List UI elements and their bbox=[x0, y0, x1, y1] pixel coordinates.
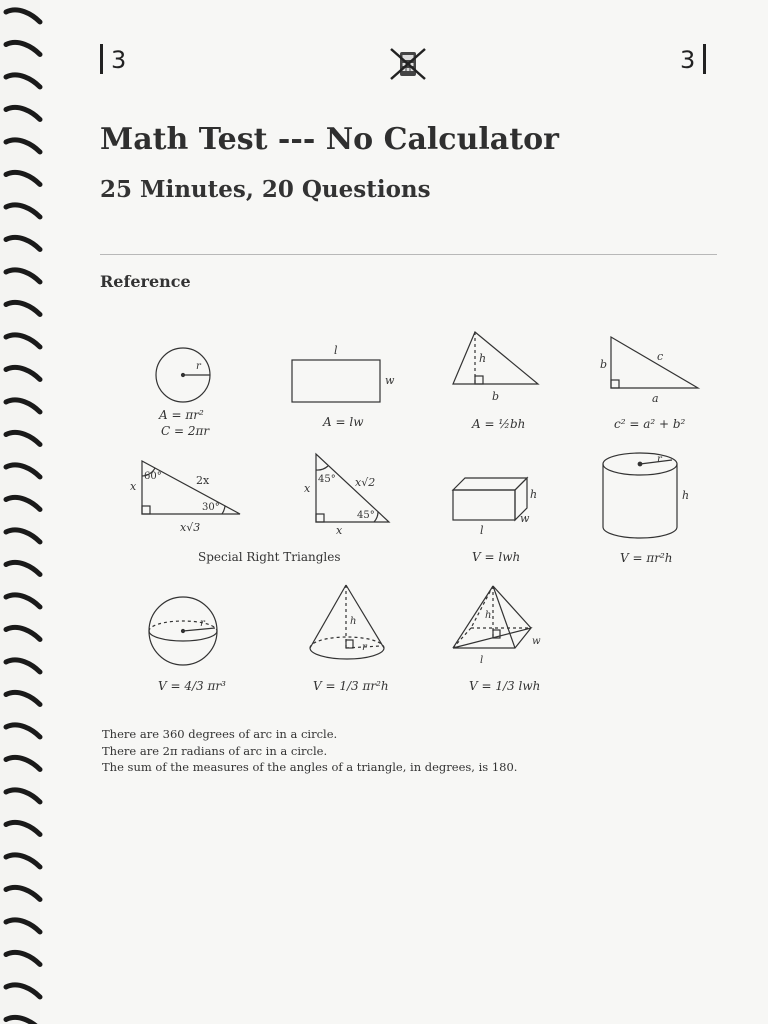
right-triangle-b-label: b bbox=[600, 358, 608, 371]
triangle-height-label: h bbox=[479, 352, 487, 365]
circle-area-formula: A = πr² bbox=[159, 408, 204, 422]
angle-60-label: 60° bbox=[144, 471, 162, 482]
spiral-coil bbox=[6, 757, 40, 769]
short-leg-x-label: x bbox=[130, 480, 137, 493]
spiral-coil bbox=[6, 432, 40, 444]
section-number-right bbox=[680, 44, 706, 74]
circle-radius-label: r bbox=[196, 361, 201, 372]
cone-radius-label: r bbox=[362, 642, 367, 653]
reference-heading: Reference bbox=[100, 272, 191, 291]
spiral-coil bbox=[6, 172, 40, 184]
pyramid-volume-formula: V = 1/3 lwh bbox=[469, 679, 541, 693]
right-triangle-a-label: a bbox=[652, 392, 659, 405]
spiral-coil bbox=[6, 692, 40, 704]
angle-30-label: 30° bbox=[202, 502, 220, 513]
box-height-label: h bbox=[530, 488, 538, 501]
spiral-coil bbox=[6, 367, 40, 379]
circle-circumference-formula: C = 2πr bbox=[161, 424, 210, 438]
spiral-coil bbox=[6, 302, 40, 314]
spiral-coil bbox=[6, 562, 40, 574]
cylinder-height-label: h bbox=[682, 489, 690, 502]
section-bar-right bbox=[703, 44, 706, 74]
rectangle-width-label: w bbox=[385, 374, 395, 387]
hypotenuse-x-root2-label: x√2 bbox=[355, 476, 376, 489]
pyramid-width-label: w bbox=[532, 636, 541, 647]
section-right-label: 3 bbox=[680, 46, 696, 74]
angle-45-bottom-label: 45° bbox=[357, 510, 375, 521]
long-leg-label: x√3 bbox=[180, 521, 201, 534]
cone-height-label: h bbox=[350, 616, 357, 627]
section-bar-left bbox=[100, 44, 103, 74]
spiral-coil bbox=[6, 887, 40, 899]
spiral-coil bbox=[6, 1017, 40, 1024]
spiral-coil bbox=[6, 952, 40, 964]
spiral-coil bbox=[6, 627, 40, 639]
right-triangle-c-label: c bbox=[657, 350, 664, 363]
spiral-coil bbox=[6, 75, 40, 87]
box-length-label: l bbox=[480, 524, 484, 537]
spiral-coil bbox=[6, 140, 40, 152]
spiral-coil bbox=[6, 42, 40, 54]
spiral-coil bbox=[6, 205, 40, 217]
section-left-label: 3 bbox=[111, 46, 127, 74]
angle-45-top-label: 45° bbox=[318, 474, 336, 485]
fact-circle-degrees: There are 360 degrees of arc in a circle. bbox=[102, 727, 338, 741]
spiral-coil bbox=[6, 595, 40, 607]
pythagorean-formula: c² = a² + b² bbox=[614, 417, 686, 431]
spiral-coil bbox=[6, 10, 40, 22]
page-title: Math Test --- No Calculator bbox=[100, 122, 559, 157]
cone-volume-formula: V = 1/3 πr²h bbox=[313, 679, 389, 693]
leg-left-x-label: x bbox=[304, 482, 311, 495]
reference-facts bbox=[102, 726, 517, 776]
fact-circle-radians: There are 2π radians of arc in a circle. bbox=[102, 743, 328, 758]
fact-triangle-angles: The sum of the measures of the angles of a triangle, in degrees, is 180. bbox=[102, 760, 518, 774]
page-subtitle: 25 Minutes, 20 Questions bbox=[100, 176, 431, 203]
no-calculator-icon bbox=[388, 46, 428, 82]
box-width-label: w bbox=[520, 512, 530, 525]
spiral-coil bbox=[6, 237, 40, 249]
special-triangles-caption: Special Right Triangles bbox=[198, 550, 341, 564]
box-volume-formula: V = lwh bbox=[472, 550, 521, 564]
spiral-coil bbox=[6, 400, 40, 412]
spiral-coil bbox=[6, 822, 40, 834]
pyramid-height-label: h bbox=[485, 610, 492, 621]
pyramid-length-label: l bbox=[480, 655, 484, 666]
spiral-coil bbox=[6, 335, 40, 347]
cylinder-volume-formula: V = πr²h bbox=[620, 551, 673, 565]
spiral-coil bbox=[6, 790, 40, 802]
leg-bottom-x-label: x bbox=[336, 524, 343, 537]
spiral-coil bbox=[6, 270, 40, 282]
spiral-coil bbox=[6, 107, 40, 119]
section-number-left bbox=[100, 44, 126, 74]
header-divider bbox=[100, 254, 717, 255]
rectangle-area-formula: A = lw bbox=[323, 415, 364, 429]
spiral-coil bbox=[6, 855, 40, 867]
spiral-coil bbox=[6, 530, 40, 542]
spiral-coil bbox=[6, 497, 40, 509]
spiral-coil bbox=[6, 920, 40, 932]
triangle-base-label: b bbox=[492, 390, 500, 403]
sphere-radius-label: r bbox=[200, 618, 205, 629]
spiral-coil bbox=[6, 985, 40, 997]
sphere-volume-formula: V = 4/3 πr³ bbox=[158, 679, 226, 693]
triangle-area-formula: A = ½bh bbox=[472, 417, 526, 431]
spiral-binding bbox=[0, 0, 60, 1024]
spiral-coil bbox=[6, 660, 40, 672]
rectangle-length-label: l bbox=[334, 344, 338, 357]
spiral-coil bbox=[6, 725, 40, 737]
hypotenuse-2x-label: 2x bbox=[196, 474, 210, 487]
cylinder-radius-label: r bbox=[657, 454, 662, 465]
spiral-coil bbox=[6, 465, 40, 477]
